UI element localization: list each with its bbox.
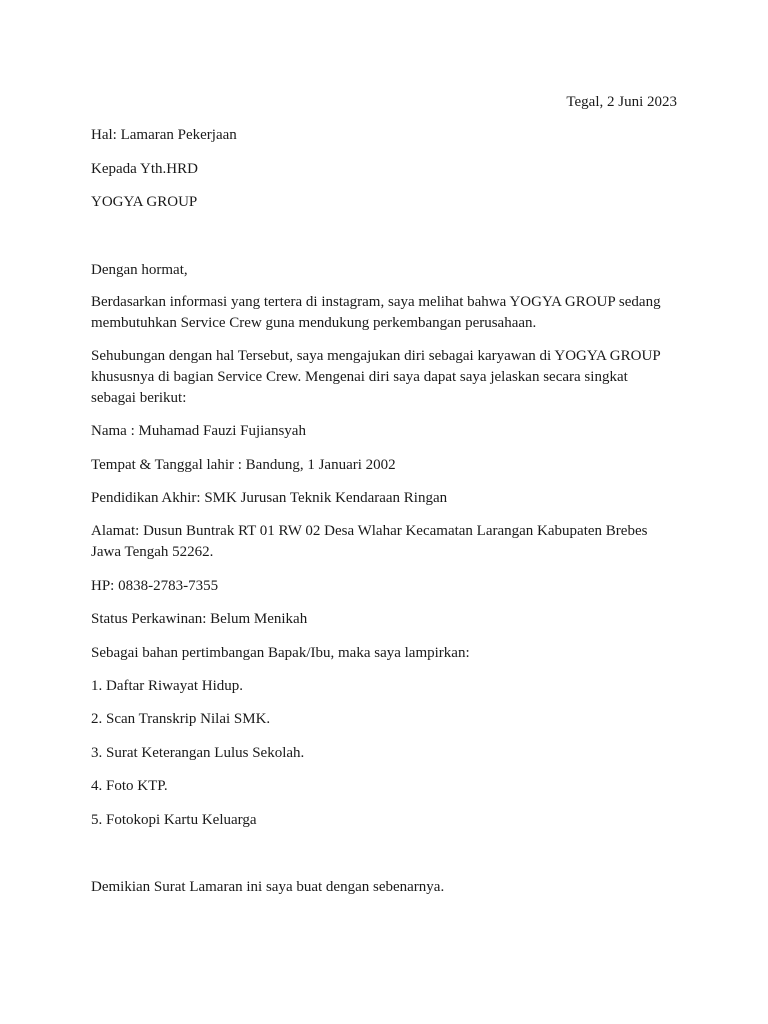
paragraph-2-line-1: Sehubungan dengan hal Tersebut, saya mengajukan diri sebagai karyawan di YOGYA GROUP	[91, 348, 661, 364]
paragraph-1	[91, 292, 691, 334]
paragraph-1-line-1: Berdasarkan informasi yang tertera di instagram, saya melihat bahwa YOGYA GROUP sedang	[91, 294, 661, 310]
attachments-intro: Sebagai bahan pertimbangan Bapak/Ibu, maka saya lampirkan:	[91, 645, 470, 661]
detail-address	[91, 521, 691, 563]
detail-address-line-2: Jawa Tengah 52262.	[91, 544, 214, 560]
recipient-line-2: YOGYA GROUP	[91, 194, 198, 210]
closing-statement: Demikian Surat Lamaran ini saya buat dengan sebenarnya.	[91, 879, 445, 895]
greeting: Dengan hormat,	[91, 262, 188, 278]
attachment-item: 5. Fotokopi Kartu Keluarga	[91, 812, 257, 828]
detail-birth: Tempat & Tanggal lahir : Bandung, 1 Januari 2002	[91, 457, 396, 473]
paragraph-1-line-2: membutuhkan Service Crew guna mendukung perkembangan perusahaan.	[91, 315, 537, 331]
detail-name: Nama : Muhamad Fauzi Fujiansyah	[91, 423, 306, 439]
attachment-item: 3. Surat Keterangan Lulus Sekolah.	[91, 745, 305, 761]
recipient-line-1: Kepada Yth.HRD	[91, 161, 198, 177]
attachment-item: 2. Scan Transkrip Nilai SMK.	[91, 711, 271, 727]
letter-subject: Hal: Lamaran Pekerjaan	[91, 127, 237, 143]
detail-education: Pendidikan Akhir: SMK Jurusan Teknik Kendaraan Ringan	[91, 490, 448, 506]
paragraph-2-line-2: khususnya di bagian Service Crew. Mengenai diri saya dapat saya jelaskan secara singkat	[91, 369, 628, 385]
paragraph-2-line-3: sebagai berikut:	[91, 390, 187, 406]
detail-address-line-1: Alamat: Dusun Buntrak RT 01 RW 02 Desa Wlahar Kecamatan Larangan Kabupaten Brebes	[91, 523, 648, 539]
letter-date: Tegal, 2 Juni 2023	[566, 94, 677, 110]
detail-marital-status: Status Perkawinan: Belum Menikah	[91, 611, 308, 627]
detail-phone: HP: 0838-2783-7355	[91, 578, 219, 594]
attachment-item: 4. Foto KTP.	[91, 778, 168, 794]
paragraph-2	[91, 346, 691, 409]
attachment-item: 1. Daftar Riwayat Hidup.	[91, 678, 244, 694]
